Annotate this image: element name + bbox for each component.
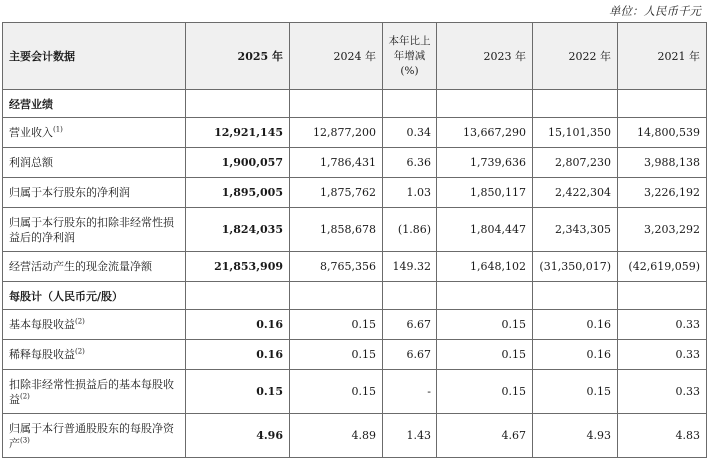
cell-2023: 1,804,447 <box>437 208 533 252</box>
cell-change: (1.86) <box>383 208 437 252</box>
cell-change: 149.32 <box>383 252 437 282</box>
cell-2022: 0.16 <box>533 340 618 370</box>
table-row <box>3 252 707 282</box>
header-change: 本年比上年增减(%) <box>383 23 437 90</box>
table-row <box>3 118 707 148</box>
cell-2024: 0.15 <box>290 310 383 340</box>
accounting-data-table <box>2 22 707 458</box>
table-row <box>3 208 707 252</box>
cell-2025: 21,853,909 <box>186 252 290 282</box>
header-2023: 2023 年 <box>437 23 533 90</box>
row-label: 归属于本行股东的净利润 <box>3 178 186 208</box>
cell-2022: 2,422,304 <box>533 178 618 208</box>
row-label: 归属于本行股东的扣除非经常性损益后的净利润 <box>3 208 186 252</box>
cell-2023: 1,739,636 <box>437 148 533 178</box>
cell-2024: 1,875,762 <box>290 178 383 208</box>
section-title-operating: 经营业绩 <box>3 90 186 118</box>
row-label: 扣除非经常性损益后的基本每股收益$^{(2)}$ <box>3 370 186 414</box>
cell-2021: 3,203,292 <box>618 208 707 252</box>
cell-2025: 1,900,057 <box>186 148 290 178</box>
section-title-per-share: 每股计（人民币元/股） <box>3 282 186 310</box>
section-row-per-share <box>3 282 707 310</box>
header-item: 主要会计数据 <box>3 23 186 90</box>
cell-2022: 15,101,350 <box>533 118 618 148</box>
cell-2022: (31,350,017) <box>533 252 618 282</box>
section-row-operating <box>3 90 707 118</box>
cell-2024: 4.89 <box>290 414 383 458</box>
cell-2023: 0.15 <box>437 310 533 340</box>
row-label: 归属于本行普通股股东的每股净资产$^{(3)}$ <box>3 414 186 458</box>
row-label: 基本每股收益$^{(2)}$ <box>3 310 186 340</box>
header-2024: 2024 年 <box>290 23 383 90</box>
cell-2021: 0.33 <box>618 370 707 414</box>
cell-change: 0.34 <box>383 118 437 148</box>
cell-2025: 0.16 <box>186 310 290 340</box>
cell-change: 6.67 <box>383 310 437 340</box>
footnote-mark: (1) <box>53 125 63 134</box>
cell-2024: 8,765,356 <box>290 252 383 282</box>
table-row <box>3 178 707 208</box>
table-row <box>3 414 707 458</box>
cell-2021: 3,988,138 <box>618 148 707 178</box>
cell-2024: 0.15 <box>290 340 383 370</box>
cell-2023: 13,667,290 <box>437 118 533 148</box>
cell-2021: (42,619,059) <box>618 252 707 282</box>
cell-2022: 0.15 <box>533 370 618 414</box>
cell-2022: 0.16 <box>533 310 618 340</box>
table-header-row <box>3 23 707 90</box>
cell-2023: 4.67 <box>437 414 533 458</box>
header-2022: 2022 年 <box>533 23 618 90</box>
cell-2024: 0.15 <box>290 370 383 414</box>
header-2021: 2021 年 <box>618 23 707 90</box>
cell-2022: 2,343,305 <box>533 208 618 252</box>
row-label: 稀释每股收益$^{(2)}$ <box>3 340 186 370</box>
cell-2025: 1,824,035 <box>186 208 290 252</box>
cell-change: 6.67 <box>383 340 437 370</box>
cell-2025: 0.15 <box>186 370 290 414</box>
cell-2025: 0.16 <box>186 340 290 370</box>
footnote-mark: (2) <box>75 317 85 326</box>
cell-2024: 1,858,678 <box>290 208 383 252</box>
cell-2023: 1,648,102 <box>437 252 533 282</box>
table-row <box>3 370 707 414</box>
table-row <box>3 340 707 370</box>
cell-2025: 4.96 <box>186 414 290 458</box>
row-label: 利润总额 <box>3 148 186 178</box>
cell-2024: 12,877,200 <box>290 118 383 148</box>
cell-2021: 0.33 <box>618 340 707 370</box>
cell-2021: 4.83 <box>618 414 707 458</box>
cell-2022: 4.93 <box>533 414 618 458</box>
row-label: 经营活动产生的现金流量净额 <box>3 252 186 282</box>
cell-change: 6.36 <box>383 148 437 178</box>
unit-label: 单位：人民币千元 <box>609 4 701 18</box>
footnote-mark: (3) <box>20 435 30 444</box>
cell-change: 1.03 <box>383 178 437 208</box>
cell-change: 1.43 <box>383 414 437 458</box>
cell-2021: 14,800,539 <box>618 118 707 148</box>
cell-2021: 0.33 <box>618 310 707 340</box>
header-2025: 2025 年 <box>186 23 290 90</box>
cell-2023: 0.15 <box>437 340 533 370</box>
row-label: 营业收入$^{(1)}$ <box>3 118 186 148</box>
cell-2024: 1,786,431 <box>290 148 383 178</box>
footnote-mark: (2) <box>20 391 30 400</box>
cell-2025: 12,921,145 <box>186 118 290 148</box>
cell-2021: 3,226,192 <box>618 178 707 208</box>
cell-2025: 1,895,005 <box>186 178 290 208</box>
table-row <box>3 310 707 340</box>
cell-2023: 1,850,117 <box>437 178 533 208</box>
cell-change: - <box>383 370 437 414</box>
cell-2023: 0.15 <box>437 370 533 414</box>
table-row <box>3 148 707 178</box>
cell-2022: 2,807,230 <box>533 148 618 178</box>
footnote-mark: (2) <box>75 347 85 356</box>
